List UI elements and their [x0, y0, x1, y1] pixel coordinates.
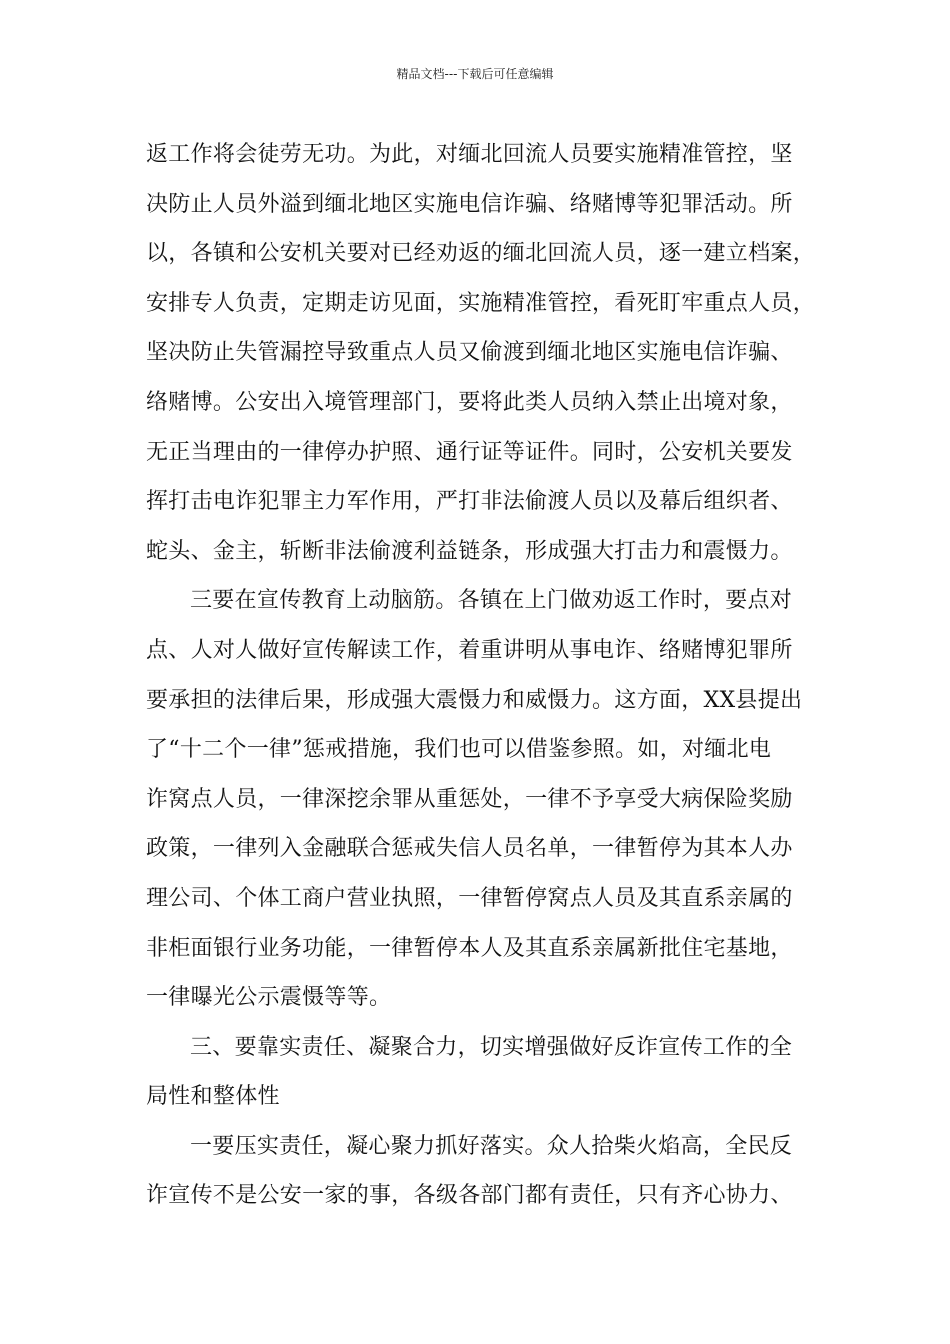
- text-line: 非柜面银行业务功能，一律暂停本人及其直系亲属新批住宅基地，: [146, 935, 793, 961]
- paragraph-start-line: 一要压实责任，凝心聚力抓好落实。众人拾柴火焰高，全民反: [190, 1133, 793, 1159]
- text-line: 无正当理由的一律停办护照、通行证等证件。同时，公安机关要发: [146, 439, 793, 465]
- text-line: 一律曝光公示震慑等等。: [146, 985, 392, 1011]
- text-line: 络赌博。公安出入境管理部门，要将此类人员纳入禁止出境对象，: [146, 389, 793, 415]
- text-line: 以，各镇和公安机关要对已经劝返的缅北回流人员，逐一建立档案，: [146, 241, 816, 267]
- text-line: 安排专人负责，定期走访见面，实施精准管控，看死盯牢重点人员，: [146, 290, 816, 316]
- section-heading-line: 局性和整体性: [146, 1084, 280, 1110]
- text-line: 理公司、个体工商户营业执照，一律暂停窝点人员及其直系亲属的: [146, 885, 793, 911]
- page-header: 精品文档---下载后可任意编辑: [396, 67, 554, 81]
- text-line: 坚决防止失管漏控导致重点人员又偷渡到缅北地区实施电信诈骗、: [146, 340, 793, 366]
- text-line: 返工作将会徒劳无功。为此，对缅北回流人员要实施精准管控，坚: [146, 142, 793, 167]
- text-line: 点、人对人做好宣传解读工作，着重讲明从事电诈、络赌博犯罪所: [146, 637, 793, 663]
- text-line: 蛇头、金主，斩断非法偷渡利益链条，形成强大打击力和震慑力。: [146, 538, 793, 564]
- text-line: 决防止人员外溢到缅北地区实施电信诈骗、络赌博等犯罪活动。所: [146, 191, 793, 217]
- text-line: 诈窝点人员，一律深挖余罪从重惩处，一律不予享受大病保险奖励: [146, 786, 793, 812]
- document-body: [146, 130, 836, 1221]
- text-line: 了“十二个一律”惩戒措施，我们也可以借鉴参照。如，对缅北电: [146, 737, 772, 763]
- text-line: 诈宣传不是公安一家的事，各级各部门都有责任，只有齐心协力、: [146, 1183, 793, 1209]
- text-line: 挥打击电诈犯罪主力军作用，严打非法偷渡人员以及幕后组织者、: [146, 489, 793, 515]
- text-line: 政策，一律列入金融联合惩戒失信人员名单，一律暂停为其本人办: [146, 836, 793, 862]
- section-heading-line: 三、要靠实责任、凝聚合力，切实增强做好反诈宣传工作的全: [190, 1034, 793, 1060]
- paragraph-start-line: 三要在宣传教育上动脑筋。各镇在上门做劝返工作时，要点对: [190, 588, 793, 614]
- text-line: 要承担的法律后果，形成强大震慑力和威慑力。这方面，XX县提出: [146, 687, 803, 713]
